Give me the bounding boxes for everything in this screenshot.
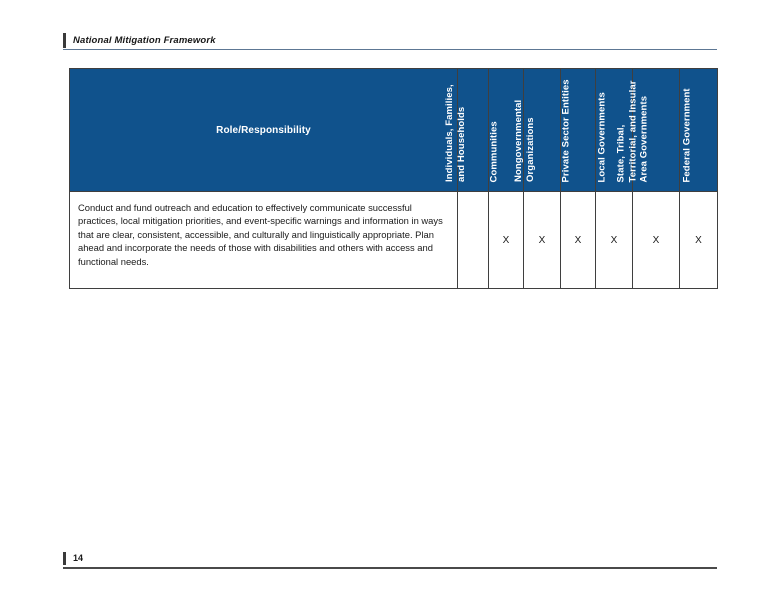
matrix-body [70,192,718,289]
table-row [70,192,718,289]
column-header-label [513,100,536,182]
mark-individuals-families-households [458,192,489,289]
label-line-1: Federal Government [681,87,692,182]
mark-federal-government: X [680,192,718,289]
label-line-1: Local Governments [596,91,608,182]
label-line-1: Individuals, Families, [444,84,455,182]
column-header-state-tribal-territorial-insular-area-governments [615,69,680,192]
column-header-label [597,92,609,182]
column-header-label [444,84,467,182]
column-header-federal-government [680,69,718,192]
label-line-1: State, Tribal, [615,124,627,182]
footer-row [63,551,717,565]
mark-local-governments: X [596,192,633,289]
mark-state-tribal-territorial-insular-area-governments: X [633,192,680,289]
column-header-role-responsibility: Role/Responsibility [70,69,458,192]
column-header-nongovernmental-organizations [513,69,561,192]
label-line-1: Communities [488,120,500,182]
label-line-2: and Households [455,106,467,182]
column-header-individuals-families-households [444,69,489,192]
header-row [63,32,717,49]
matrix-header [70,69,718,192]
footer-rule-line [63,567,717,569]
column-header-private-sector-entities [561,69,596,192]
page-number: 14 [73,553,84,563]
label-line-1: Private Sector Entities [560,78,572,182]
column-header-label [681,88,693,182]
label-line-2: Territorial, and Insular [627,80,638,182]
matrix-header-row [70,69,718,192]
page-running-footer [63,551,717,569]
column-header-label [561,79,573,182]
column-header-label [489,121,501,182]
label-line-2: Organizations [524,117,536,182]
mark-communities: X [489,192,524,289]
column-header-label [616,80,651,182]
page-running-header [63,32,717,54]
responsibility-matrix-wrapper [69,68,717,289]
document-header-title: National Mitigation Framework [73,35,216,46]
label-line-3: Area Governments [638,95,650,182]
mark-nongovernmental-organizations: X [524,192,561,289]
mark-private-sector-entities: X [561,192,596,289]
responsibility-matrix-table [69,68,718,289]
role-responsibility-text: Conduct and fund outreach and education to effectively communicate successful practices, local mitigation priorities, and event-specific warnings and information in ways that are clear, consistent, accessible, and culturally and linguistically appropriate. Plan ahead and incorporate the needs of those with disabilities and others with access and functional needs. [70,192,458,289]
header-rule-line [63,49,717,50]
label-line-1: Nongovernmental [513,99,524,182]
